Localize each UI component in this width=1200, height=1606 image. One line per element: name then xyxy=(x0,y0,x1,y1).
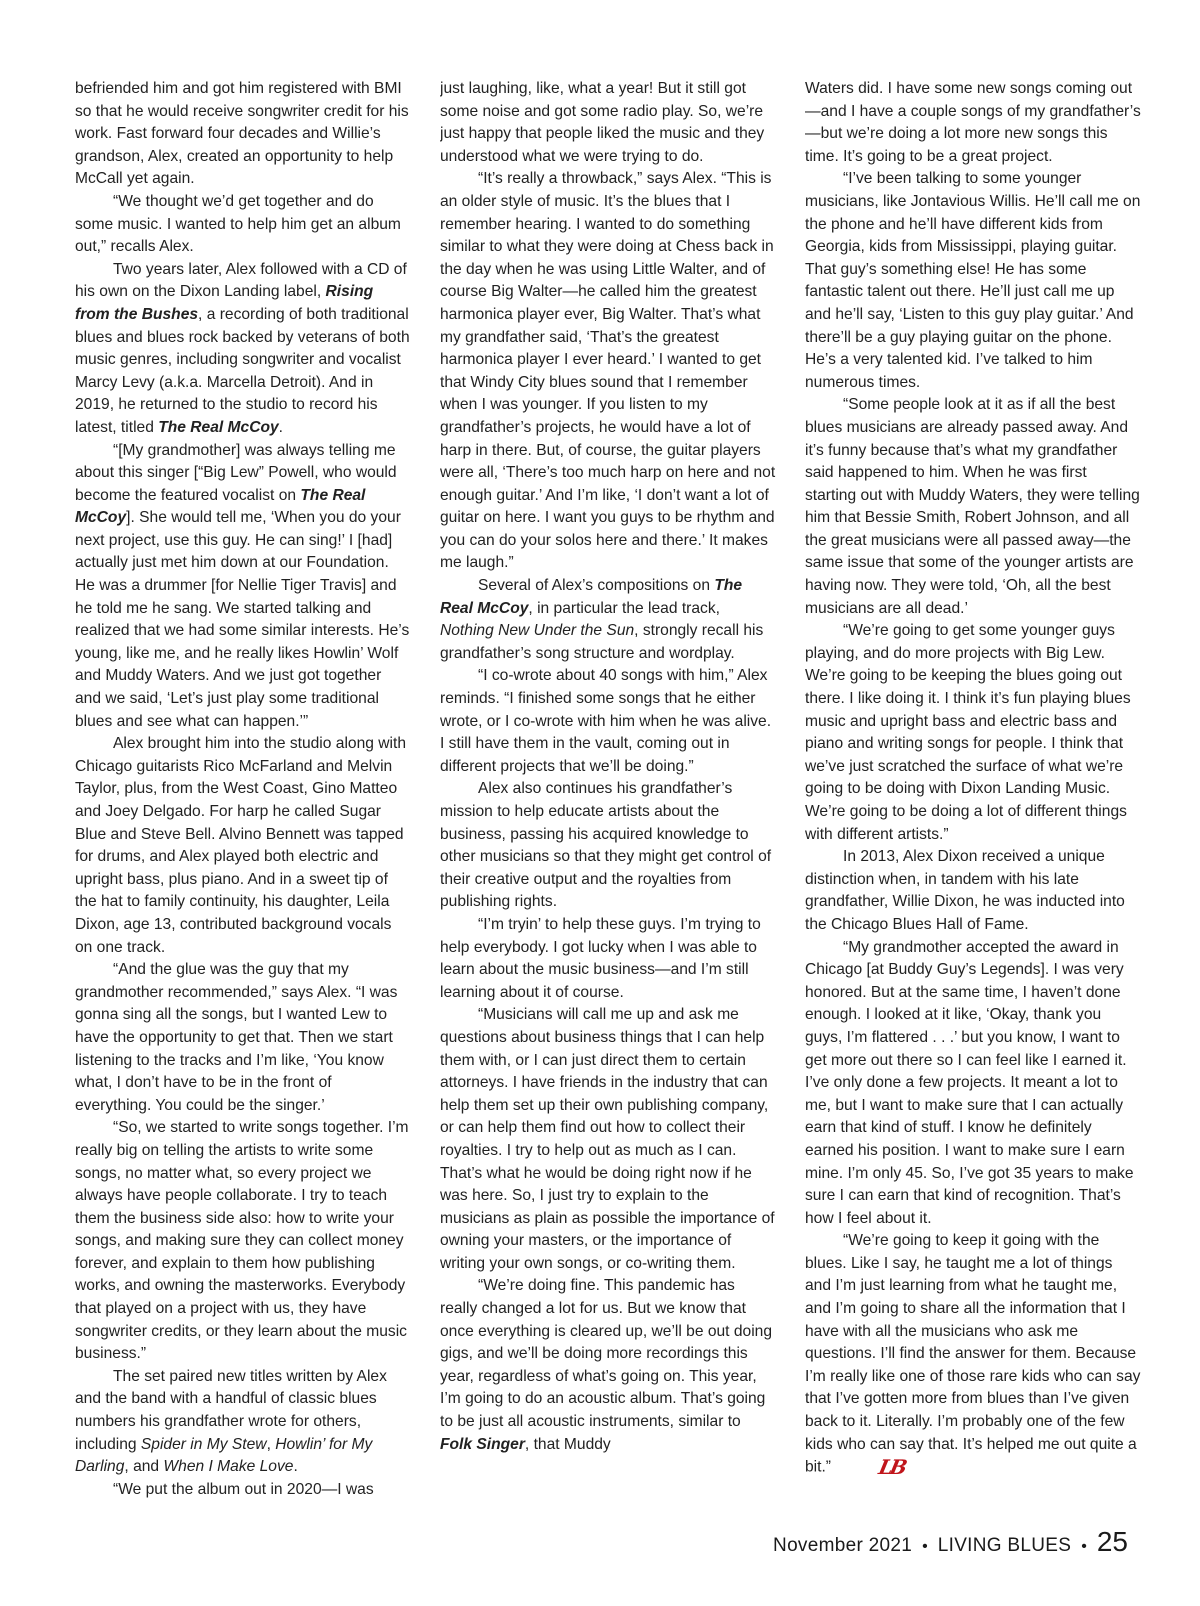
issue-date: November 2021 xyxy=(773,1535,913,1556)
text-run: “My grandmother accepted the award in Chicago [at Buddy Guy’s Legends]. I was very honored. But at the same time, I haven’t done enough. I looked at it like, ‘Okay, thank you guys, I’m flattered . . .’ but you know, I want to get more out there so I can feel like I earned it. I’ve only done a few projects. It meant a lot to me, but I want to make sure that I can actually earn that kind of stuff. I know he definitely earned his position. I want to make sure I earn mine. I’m only 45. So, I’ve got 35 years to make sure I can earn that kind of recognition. That’s how I feel about it. xyxy=(805,938,1134,1227)
footer-separator: • xyxy=(922,1538,928,1555)
magazine-name: LIVING BLUES xyxy=(937,1535,1072,1556)
text-run: , in particular the lead track, xyxy=(528,599,720,617)
song-title: Nothing New Under the Sun xyxy=(440,622,635,640)
title-reference: The Real McCoy xyxy=(75,486,366,527)
article-paragraph xyxy=(75,440,411,734)
text-run: “We’re doing fine. This pandemic has really changed a lot for us. But we know that once everything is cleared up, we’ll be out doing gigs, and we’ll be doing more recordings this year, regardless of what’s going on. This year, I’m going to do an acoustic album. That’s going to be just all acoustic instruments, similar to xyxy=(440,1277,773,1431)
text-run: “We’re going to get some younger guys playing, and do more projects with Big Lew. We’re going to be keeping the blues going out there. I like doing it. I think it’s fun playing blues music and upright bass and electric bass and piano and writing songs for people. I think that we’ve just scratched the surface of what we’re going to be doing with Dixon Landing Music. We’re going to be doing a lot of different things with different artists.” xyxy=(805,622,1131,843)
text-run: Alex also continues his grandfather’s mission to help educate artists about the business, passing his acquired knowledge to other musicians so that they might get control of their creative output and the royalties from publishing rights. xyxy=(440,780,772,911)
text-run: just laughing, like, what a year! But it still got some noise and got some radio play. So, we’re just happy that people liked the music and they understood what we were trying to do. xyxy=(440,80,765,165)
text-run: Two years later, Alex followed with a CD of his own on the Dixon Landing label, xyxy=(75,260,407,301)
article-paragraph xyxy=(805,78,1141,168)
article-paragraph xyxy=(440,665,776,778)
text-run: . xyxy=(278,418,284,436)
text-run: , that Muddy xyxy=(524,1435,611,1453)
page-footer xyxy=(773,1526,1128,1558)
text-run: “[My grandmother] was always telling me about this singer [“Big Lew” Powell, who would become the featured vocalist on xyxy=(75,441,397,504)
article-paragraph xyxy=(75,1479,411,1502)
article-paragraph xyxy=(75,1117,411,1366)
text-run: befriended him and got him registered with BMI so that he would receive songwriter credit for his work. Fast forward four decades and Willie’s grandson, Alex, created an opportunity to help McCall yet again. xyxy=(75,80,409,188)
title-reference: The Real McCoy xyxy=(158,418,279,436)
text-run: Several of Alex’s compositions on xyxy=(478,577,715,595)
text-run: , and xyxy=(124,1458,164,1476)
text-run: ]. She would tell me, ‘When you do your next project, use this guy. He can sing!’ I [had] actually just met him down at our Foundation. He was a drummer [for Nellie Tiger Travis] and he told me he sang. We started talking and realized that we had some similar interests. He’s young, like me, and he really likes Howlin’ Wolf and Muddy Waters. And we just got together and we said, ‘Let’s just play some traditional blues and see what can happen.’” xyxy=(75,509,410,730)
article-paragraph xyxy=(75,259,411,440)
text-run: Alex brought him into the studio along with Chicago guitarists Rico McFarland and Melvin Taylor, plus, from the West Coast, Gino Matteo and Joey Delgado. For harp he called Sugar Blue and Steve Bell. Alvino Bennett was tapped for drums, and Alex played both electric and upright bass, plus piano. And in a sweet tip of the hat to family continuity, his daughter, Leila Dixon, age 13, contributed background vocals on one track. xyxy=(75,735,406,956)
article-paragraph xyxy=(75,1366,411,1479)
text-run: “It’s really a throwback,” says Alex. “This is an older style of music. It’s the blues that I remember hearing. I wanted to do something similar to what they were doing at Chess back in the day when he was using Little Walter, and of course Big Walter—he called him the greatest harmonica player ever, Big Walter. That’s what my grandfather said, ‘That’s the greatest harmonica player I ever heard.’ I wanted to get that Windy City blues sound that I remember when I was younger. If you listen to my grandfather’s projects, he would have a lot of harp in there. But, of course, the guitar players were all, ‘There’s too much harp on here and not enough guitar.’ And I’m like, ‘I don’t want a lot of guitar on here. I want you guys to be rhythm and you can do your solos here and there.’ It makes me laugh.” xyxy=(440,170,776,572)
text-run: “Some people look at it as if all the best blues musicians are already passed away. And it’s funny because that’s what my grandfather said happened to him. When he was first starting out with Muddy Waters, they were telling him that Bessie Smith, Robert Johnson, and all the great musicians were all passed away—the same issue that some of the younger artists are having now. They were told, ‘Oh, all the best musicians are all dead.’ xyxy=(805,396,1140,617)
article-paragraph xyxy=(805,394,1141,620)
song-title: When I Make Love xyxy=(163,1458,294,1476)
article-paragraph xyxy=(75,959,411,1117)
article-paragraph xyxy=(440,575,776,665)
text-run: Waters did. I have some new songs coming out—and I have a couple songs of my grandfather’s—but we’re doing a lot more new songs this time. It’s going to be a great project. xyxy=(805,80,1141,165)
article-column-1 xyxy=(75,78,411,1508)
article-paragraph xyxy=(440,168,776,575)
article-paragraph xyxy=(75,733,411,959)
footer-separator: • xyxy=(1081,1538,1087,1555)
text-run: The set paired new titles written by Alex and the band with a handful of classic blues numbers his grandfather wrote for others, including xyxy=(75,1367,387,1453)
text-run: “And the glue was the guy that my grandmother recommended,” says Alex. “I was gonna sing all the songs, but I wanted Lew to have the opportunity to get that. Then we start listening to the tracks and I’m like, ‘You know what, I don’t have to be in the front of everything. You could be the singer.’ xyxy=(75,961,398,1114)
text-run: , a recording of both traditional blues and blues rock backed by veterans of both music genres, including songwriter and vocalist Marcy Levy (a.k.a. Marcella Detroit). And in 2019, he returned to the studio to record his latest, titled xyxy=(75,305,410,436)
text-run: , xyxy=(266,1435,276,1453)
text-run: “So, we started to write songs together. I’m really big on telling the artists to write some songs, no matter what, so every project we always have people collaborate. I try to teach them the business side also: how to write your songs, and making sure they can collect money forever, and explain to them how publishing works, and owning the masterworks. Everybody that played on a project with us, they have songwriter credits, or they learn about the music business.” xyxy=(75,1119,409,1363)
article-paragraph xyxy=(440,1004,776,1275)
article-paragraph xyxy=(75,191,411,259)
text-run: “I co-wrote about 40 songs with him,” Alex reminds. “I finished some songs that he either wrote, or I co-wrote with him when he was alive. I still have them in the vault, coming out in different projects that we’ll be doing.” xyxy=(440,667,772,775)
article-column-2 xyxy=(440,78,776,1508)
article-paragraph xyxy=(75,78,411,191)
text-run: “I’ve been talking to some younger musicians, like Jontavious Willis. He’ll call me on the phone and he’ll have different kids from Georgia, kids from Mississippi, playing guitar. That guy’s something else! He has some fantastic talent out there. He’ll just call me up and he’ll say, ‘Listen to this guy play guitar.’ And there’ll be a guy playing guitar on the phone. He’s a very talented kid. I’ve talked to him numerous times. xyxy=(805,170,1141,391)
article-paragraph xyxy=(440,1275,776,1456)
song-title: Howlin’ for My Darling xyxy=(75,1435,373,1476)
text-run: “Musicians will call me up and ask me questions about business things that I can help them with, or I can just direct them to certain attorneys. I have friends in the industry that can help them set up their own publishing company, or can help them find out how to collect their royalties. I try to help out as much as I can. That’s what he would be doing right now if he was here. So, I just try to explain to the musicians as plain as possible the importance of owning your masters, or the importance of writing your own songs, or co-writing them. xyxy=(440,1006,775,1272)
living-blues-logo-icon: LB xyxy=(876,1455,907,1480)
title-reference: The Real McCoy xyxy=(440,577,743,617)
text-run: “We put the album out in 2020—I was xyxy=(113,1480,374,1498)
title-reference: Folk Singer xyxy=(440,1435,525,1453)
article-paragraph xyxy=(440,778,776,914)
article-paragraph xyxy=(805,846,1141,936)
article-paragraph xyxy=(440,914,776,1004)
article-paragraph xyxy=(805,1230,1141,1479)
page-number: 25 xyxy=(1096,1526,1128,1557)
text-run: , strongly recall his grandfather’s song structure and wordplay. xyxy=(440,622,764,662)
text-run: “We thought we’d get together and do some music. I wanted to help him get an album out,” recalls Alex. xyxy=(75,192,401,256)
title-reference: Rising from the Bushes xyxy=(75,283,374,323)
article-paragraph xyxy=(805,620,1141,846)
text-run: . xyxy=(293,1458,298,1476)
text-run: “I’m tryin’ to help these guys. I’m trying to help everybody. I got lucky when I was able to learn about the music business—and I’m still learning about it of course. xyxy=(440,915,761,1001)
article-paragraph xyxy=(805,937,1141,1231)
text-run: In 2013, Alex Dixon received a unique distinction when, in tandem with his late grandfather, Willie Dixon, he was inducted into the Chicago Blues Hall of Fame. xyxy=(805,848,1125,933)
article-column-3 xyxy=(805,78,1141,1508)
article-paragraph xyxy=(805,168,1141,394)
song-title: Spider in My Stew xyxy=(140,1435,267,1453)
article-paragraph xyxy=(440,78,776,168)
text-run: “We’re going to keep it going with the blues. Like I say, he taught me a lot of things and I’m just learning from what he taught me, and I’m going to share all the information that I have with all the musicians who ask me questions. I’ll find the answer for them. Because I’m really like one of those rare kids who can say that I’ve gotten more from blues than I’ve given back to it. Literally. I’m probably one of the few kids who can say that. It’s helped me out quite a bit.” xyxy=(805,1232,1141,1476)
